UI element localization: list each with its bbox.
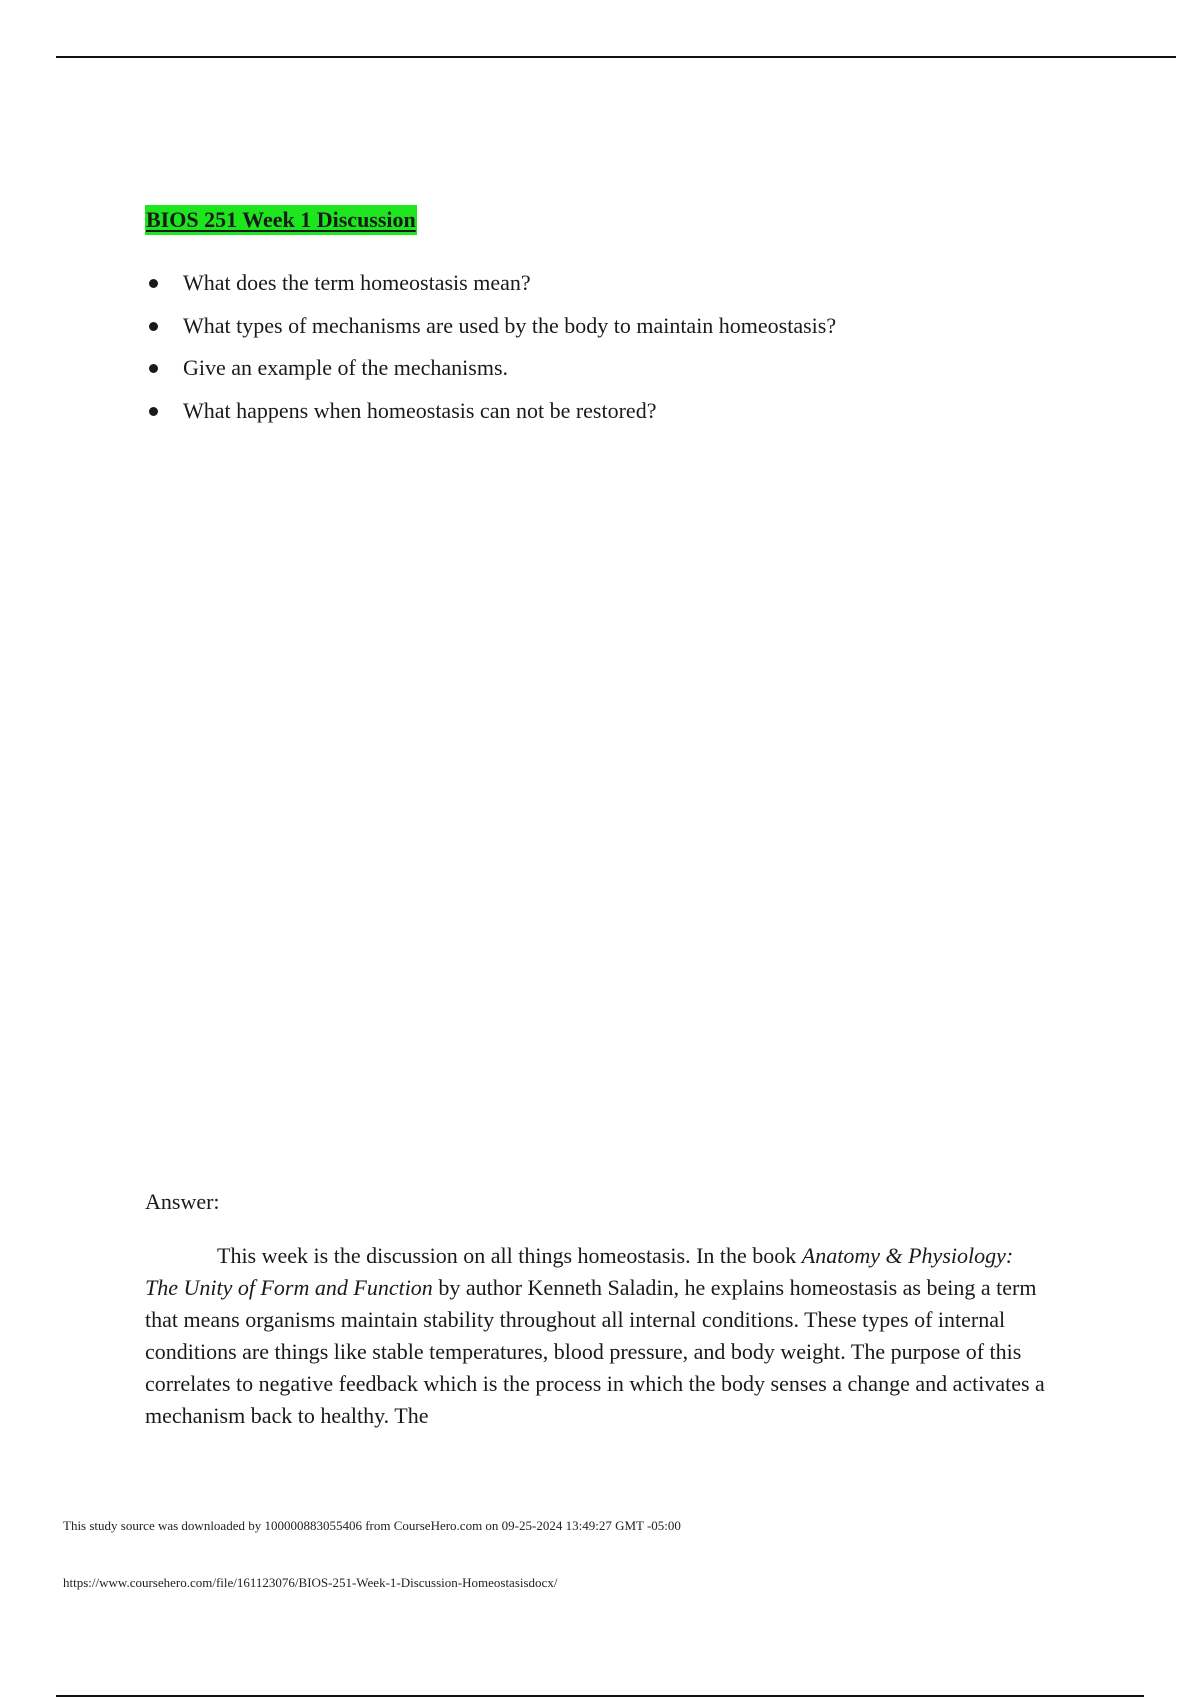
book-title: Anatomy & Physiology: The Unity of Form and Function — [145, 1243, 1014, 1300]
question-text: What does the term homeostasis mean? — [183, 270, 531, 295]
answer-intro: This week is the discussion on all things homeostasis. In the book — [217, 1243, 802, 1268]
document-title: BIOS 251 Week 1 Discussion — [145, 205, 417, 235]
download-notice: This study source was downloaded by 100000883055406 from CourseHero.com on 09-25-2024 13:49:27 GMT -05:00 — [63, 1518, 681, 1533]
answer-paragraph — [145, 1240, 1045, 1432]
bullet-icon — [149, 364, 158, 373]
question-text: What types of mechanisms are used by the body to maintain homeostasis? — [183, 312, 837, 338]
list-item — [145, 268, 836, 298]
top-rule — [56, 56, 1176, 58]
answer-label: Answer: — [145, 1189, 220, 1214]
list-item — [145, 311, 836, 341]
bullet-icon — [149, 322, 158, 331]
question-text: Give an example of the mechanisms. — [183, 355, 509, 380]
bullet-icon — [149, 279, 158, 288]
question-list — [145, 268, 836, 438]
answer-rest: by author Kenneth Saladin, he explains homeostasis as being a term that means organisms maintain stability throughout all internal conditions. These types of internal conditions are things like stable temperatures, blood pressure, and body weight. The purpose of this correlates to negative feedback which is the process in which the body senses a change and activates a mechanism back to healthy. The — [145, 1275, 1045, 1428]
list-item — [145, 396, 836, 426]
question-text: What happens when homeostasis can not be restored? — [183, 397, 657, 423]
bullet-icon — [149, 407, 158, 416]
source-url: https://www.coursehero.com/file/161123076/BIOS-251-Week-1-Discussion-Homeostasisdocx/ — [63, 1575, 558, 1590]
list-item — [145, 353, 836, 383]
bottom-rule — [56, 1695, 1144, 1697]
